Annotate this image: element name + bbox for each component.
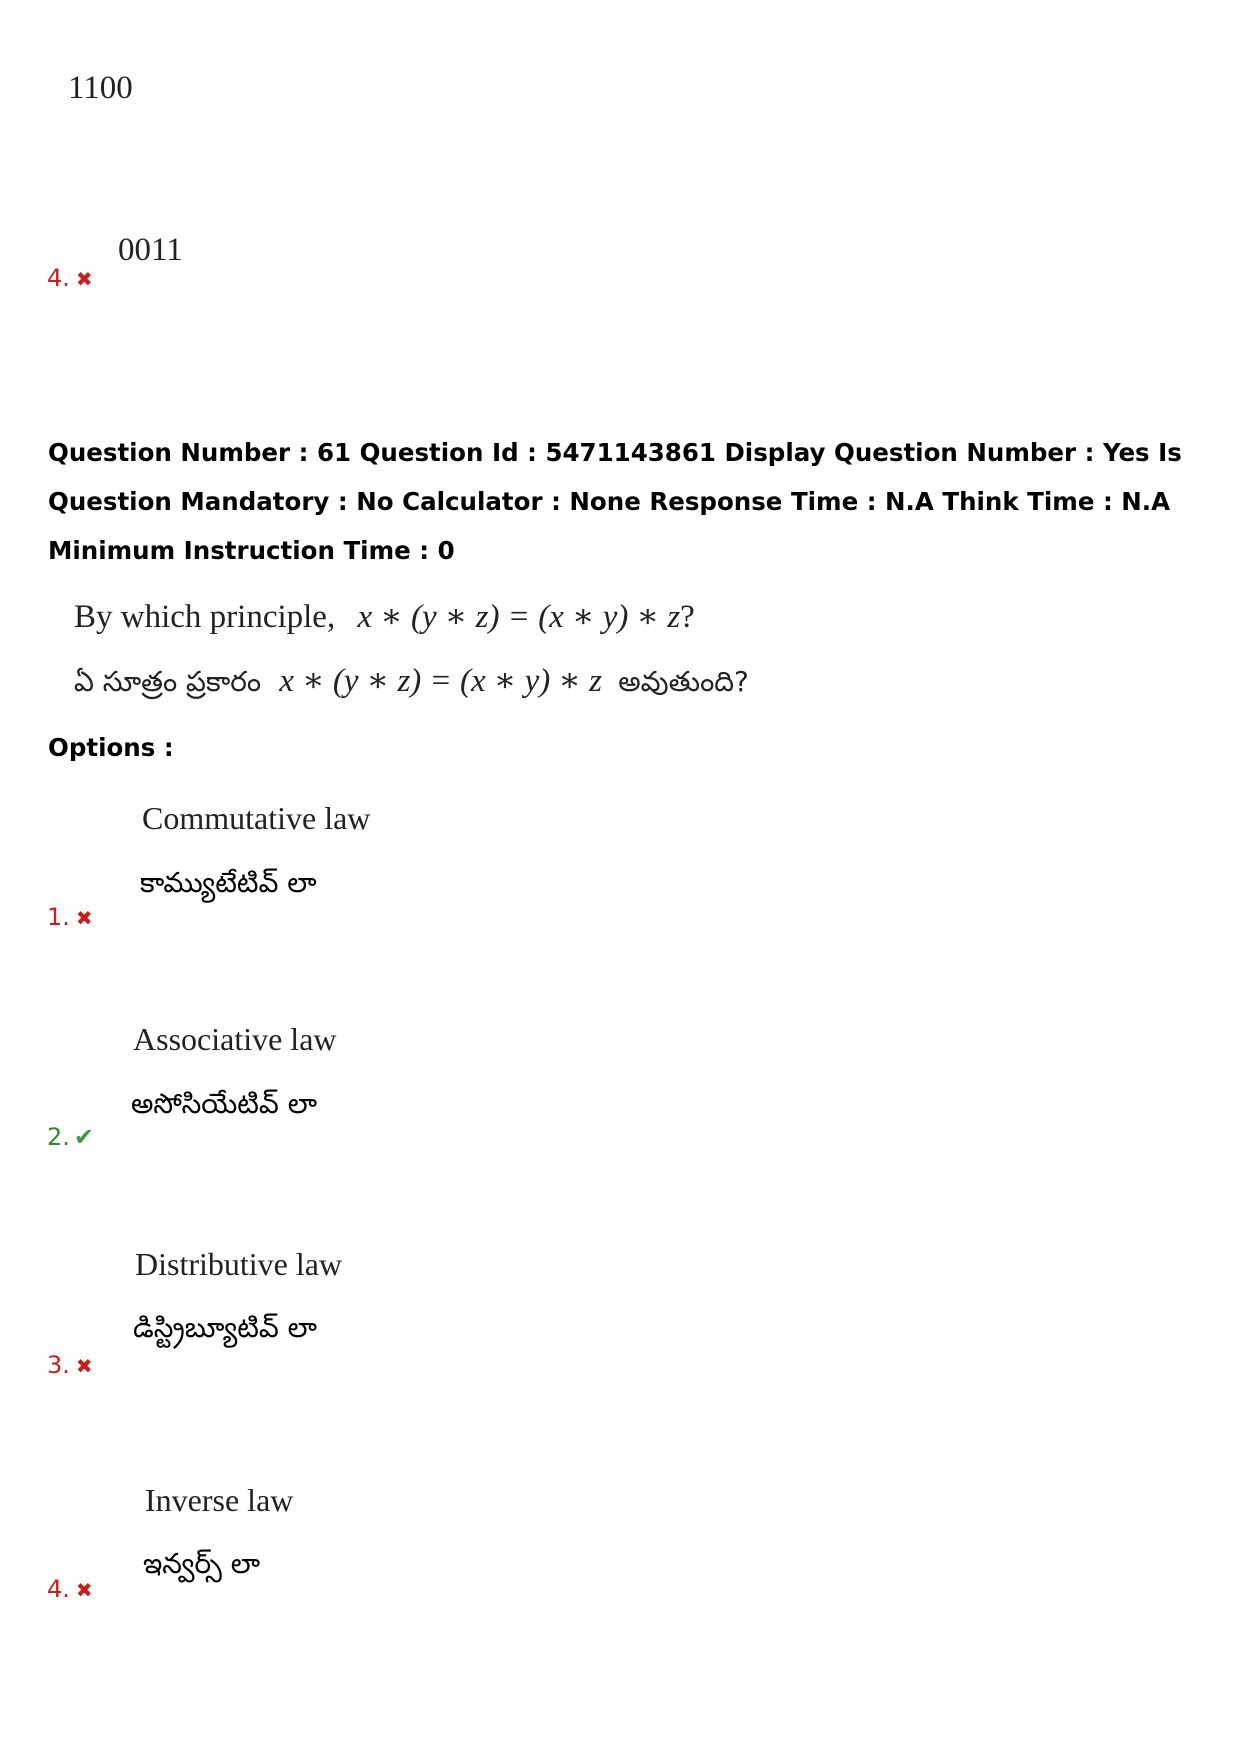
option-2-marker bbox=[47, 1123, 94, 1151]
question-telugu bbox=[74, 660, 749, 705]
option-1-english: Commutative law bbox=[142, 800, 371, 836]
question-formula-telugu: x ∗ (y ∗ z) = (x ∗ y) ∗ z bbox=[279, 663, 603, 699]
option-1-marker bbox=[47, 903, 93, 931]
cross-icon: ✖ bbox=[75, 1578, 93, 1602]
option-number: 1. bbox=[47, 903, 70, 931]
check-icon: ✔ bbox=[73, 1123, 95, 1151]
question-telugu-prefix: ఏ సూత్రం ప్రకారం bbox=[74, 665, 262, 698]
option-4-marker bbox=[47, 1575, 93, 1603]
question-english bbox=[74, 596, 695, 636]
option-3-marker bbox=[47, 1351, 93, 1379]
option-number: 4. bbox=[47, 1575, 70, 1603]
option-number: 2. bbox=[47, 1123, 70, 1151]
question-english-suffix: ? bbox=[680, 599, 695, 635]
question-meta: Question Number : 61 Question Id : 5471143861 Display Question Number : Yes Is Question Mandatory : No Calculator : None Response Time : N.A Think Time : N.A Minimum Instruction Time : 0 bbox=[48, 438, 1182, 565]
previous-option-3-value: 1100 bbox=[68, 70, 133, 106]
question-formula-english: x ∗ (y ∗ z) = (x ∗ y) ∗ z bbox=[357, 599, 681, 635]
option-2-english: Associative law bbox=[133, 1021, 337, 1057]
question-english-prefix: By which principle, bbox=[74, 599, 336, 635]
cross-icon: ✖ bbox=[75, 1354, 93, 1378]
previous-option-4-value: 0011 bbox=[118, 232, 183, 268]
option-number: 3. bbox=[47, 1351, 70, 1379]
question-telugu-suffix: అవుతుంది? bbox=[618, 665, 749, 698]
option-4-english: Inverse law bbox=[145, 1482, 294, 1518]
option-3-telugu: డిస్ట్రిబ్యూటివ్ లా bbox=[133, 1311, 317, 1344]
option-4-telugu: ఇన్వర్స్ లా bbox=[143, 1547, 261, 1580]
cross-icon: ✖ bbox=[75, 267, 93, 291]
options-label: Options : bbox=[48, 733, 174, 762]
option-3-english: Distributive law bbox=[135, 1246, 343, 1282]
option-2-telugu: అసోసియేటివ్ లా bbox=[131, 1087, 318, 1120]
cross-icon: ✖ bbox=[75, 906, 93, 930]
option-1-telugu: కామ్యుటేటివ్ లా bbox=[140, 866, 317, 899]
option-number: 4. bbox=[47, 264, 70, 292]
previous-option-4-marker bbox=[47, 264, 93, 292]
